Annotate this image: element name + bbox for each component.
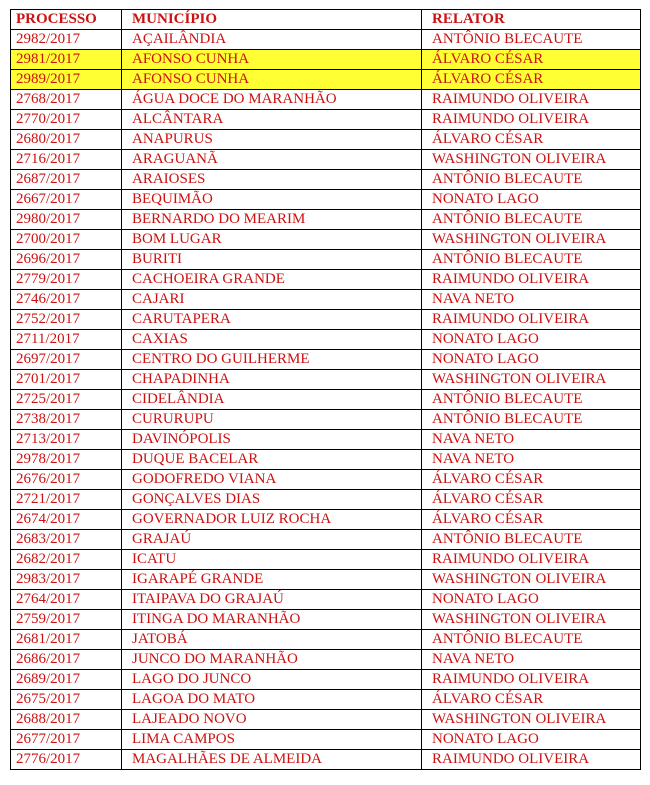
relator-cell: ÁLVARO CÉSAR [422, 130, 641, 150]
processo-cell: 2667/2017 [11, 190, 122, 210]
table-row [11, 630, 641, 650]
municipio-cell: GONÇALVES DIAS [122, 490, 422, 510]
processo-cell: 2770/2017 [11, 110, 122, 130]
table-row [11, 370, 641, 390]
relator-cell: RAIMUNDO OLIVEIRA [422, 550, 641, 570]
processo-cell: 2721/2017 [11, 490, 122, 510]
table-row [11, 550, 641, 570]
processo-cell: 2681/2017 [11, 630, 122, 650]
table-row [11, 50, 641, 70]
processo-cell: 2687/2017 [11, 170, 122, 190]
relator-cell: RAIMUNDO OLIVEIRA [422, 110, 641, 130]
relator-cell: RAIMUNDO OLIVEIRA [422, 750, 641, 770]
processo-cell: 2711/2017 [11, 330, 122, 350]
processo-cell: 2686/2017 [11, 650, 122, 670]
table-row [11, 710, 641, 730]
municipio-cell: AFONSO CUNHA [122, 70, 422, 90]
table-row [11, 130, 641, 150]
municipio-cell: GOVERNADOR LUIZ ROCHA [122, 510, 422, 530]
table-row [11, 570, 641, 590]
processo-cell: 2688/2017 [11, 710, 122, 730]
processo-cell: 2676/2017 [11, 470, 122, 490]
relator-cell: NONATO LAGO [422, 730, 641, 750]
relator-cell: WASHINGTON OLIVEIRA [422, 570, 641, 590]
processo-cell: 2768/2017 [11, 90, 122, 110]
table-row [11, 30, 641, 50]
processo-cell: 2764/2017 [11, 590, 122, 610]
municipio-cell: ITAIPAVA DO GRAJAÚ [122, 590, 422, 610]
processo-cell: 2980/2017 [11, 210, 122, 230]
relator-cell: WASHINGTON OLIVEIRA [422, 610, 641, 630]
relator-cell: NONATO LAGO [422, 330, 641, 350]
table-row [11, 690, 641, 710]
municipio-cell: LAGOA DO MATO [122, 690, 422, 710]
relator-cell: NONATO LAGO [422, 350, 641, 370]
municipio-cell: CAXIAS [122, 330, 422, 350]
table-row [11, 450, 641, 470]
processo-cell: 2746/2017 [11, 290, 122, 310]
table-row [11, 310, 641, 330]
processo-cell: 2738/2017 [11, 410, 122, 430]
header-municipio: MUNICÍPIO [122, 10, 422, 30]
processo-cell: 2752/2017 [11, 310, 122, 330]
table-row [11, 230, 641, 250]
municipio-cell: LAJEADO NOVO [122, 710, 422, 730]
municipio-cell: BEQUIMÃO [122, 190, 422, 210]
relator-cell: ANTÔNIO BLECAUTE [422, 250, 641, 270]
processo-cell: 2680/2017 [11, 130, 122, 150]
relator-cell: ÁLVARO CÉSAR [422, 50, 641, 70]
relator-cell: ANTÔNIO BLECAUTE [422, 630, 641, 650]
table-row [11, 170, 641, 190]
relator-cell: ÁLVARO CÉSAR [422, 70, 641, 90]
municipio-cell: ALCÂNTARA [122, 110, 422, 130]
processo-cell: 2682/2017 [11, 550, 122, 570]
processo-cell: 2982/2017 [11, 30, 122, 50]
processo-cell: 2675/2017 [11, 690, 122, 710]
municipio-cell: AFONSO CUNHA [122, 50, 422, 70]
municipio-cell: LIMA CAMPOS [122, 730, 422, 750]
table-row [11, 290, 641, 310]
processo-cell: 2700/2017 [11, 230, 122, 250]
processo-cell: 2776/2017 [11, 750, 122, 770]
table-row [11, 70, 641, 90]
table-row [11, 90, 641, 110]
table-row [11, 470, 641, 490]
relator-cell: RAIMUNDO OLIVEIRA [422, 270, 641, 290]
relator-cell: ANTÔNIO BLECAUTE [422, 390, 641, 410]
municipio-cell: ARAIOSES [122, 170, 422, 190]
municipio-cell: DUQUE BACELAR [122, 450, 422, 470]
municipio-cell: CIDELÂNDIA [122, 390, 422, 410]
municipio-cell: JATOBÁ [122, 630, 422, 650]
table-body [11, 30, 641, 770]
municipio-cell: DAVINÓPOLIS [122, 430, 422, 450]
relator-cell: ÁLVARO CÉSAR [422, 690, 641, 710]
processo-cell: 2683/2017 [11, 530, 122, 550]
header-processo: PROCESSO [11, 10, 122, 30]
table-row [11, 350, 641, 370]
processo-cell: 2725/2017 [11, 390, 122, 410]
municipio-cell: CAJARI [122, 290, 422, 310]
processo-cell: 2713/2017 [11, 430, 122, 450]
relator-cell: WASHINGTON OLIVEIRA [422, 230, 641, 250]
relator-cell: RAIMUNDO OLIVEIRA [422, 90, 641, 110]
table-row [11, 510, 641, 530]
municipio-cell: MAGALHÃES DE ALMEIDA [122, 750, 422, 770]
processo-cell: 2701/2017 [11, 370, 122, 390]
processo-cell: 2697/2017 [11, 350, 122, 370]
process-table [10, 9, 641, 770]
relator-cell: NAVA NETO [422, 650, 641, 670]
table-row [11, 110, 641, 130]
municipio-cell: ICATU [122, 550, 422, 570]
municipio-cell: ÁGUA DOCE DO MARANHÃO [122, 90, 422, 110]
municipio-cell: IGARAPÉ GRANDE [122, 570, 422, 590]
table-row [11, 390, 641, 410]
table-row [11, 210, 641, 230]
relator-cell: NAVA NETO [422, 430, 641, 450]
relator-cell: WASHINGTON OLIVEIRA [422, 150, 641, 170]
relator-cell: NAVA NETO [422, 290, 641, 310]
relator-cell: ANTÔNIO BLECAUTE [422, 210, 641, 230]
municipio-cell: CACHOEIRA GRANDE [122, 270, 422, 290]
relator-cell: WASHINGTON OLIVEIRA [422, 370, 641, 390]
relator-cell: NONATO LAGO [422, 590, 641, 610]
processo-cell: 2716/2017 [11, 150, 122, 170]
municipio-cell: CHAPADINHA [122, 370, 422, 390]
table-row [11, 330, 641, 350]
municipio-cell: AÇAILÂNDIA [122, 30, 422, 50]
municipio-cell: CENTRO DO GUILHERME [122, 350, 422, 370]
table-row [11, 530, 641, 550]
relator-cell: NONATO LAGO [422, 190, 641, 210]
table-row [11, 270, 641, 290]
relator-cell: RAIMUNDO OLIVEIRA [422, 310, 641, 330]
municipio-cell: ITINGA DO MARANHÃO [122, 610, 422, 630]
municipio-cell: CURURUPU [122, 410, 422, 430]
relator-cell: NAVA NETO [422, 450, 641, 470]
processo-cell: 2779/2017 [11, 270, 122, 290]
table-row [11, 250, 641, 270]
table-row [11, 410, 641, 430]
relator-cell: ÁLVARO CÉSAR [422, 470, 641, 490]
municipio-cell: GRAJAÚ [122, 530, 422, 550]
municipio-cell: LAGO DO JUNCO [122, 670, 422, 690]
relator-cell: RAIMUNDO OLIVEIRA [422, 670, 641, 690]
municipio-cell: JUNCO DO MARANHÃO [122, 650, 422, 670]
municipio-cell: ARAGUANÃ [122, 150, 422, 170]
table-row [11, 490, 641, 510]
processo-cell: 2759/2017 [11, 610, 122, 630]
relator-cell: ÁLVARO CÉSAR [422, 510, 641, 530]
municipio-cell: CARUTAPERA [122, 310, 422, 330]
table-row [11, 430, 641, 450]
processo-cell: 2696/2017 [11, 250, 122, 270]
table-row [11, 730, 641, 750]
relator-cell: ANTÔNIO BLECAUTE [422, 410, 641, 430]
relator-cell: ÁLVARO CÉSAR [422, 490, 641, 510]
municipio-cell: BERNARDO DO MEARIM [122, 210, 422, 230]
processo-cell: 2983/2017 [11, 570, 122, 590]
table-row [11, 670, 641, 690]
relator-cell: ANTÔNIO BLECAUTE [422, 530, 641, 550]
processo-cell: 2989/2017 [11, 70, 122, 90]
municipio-cell: ANAPURUS [122, 130, 422, 150]
processo-cell: 2978/2017 [11, 450, 122, 470]
municipio-cell: BOM LUGAR [122, 230, 422, 250]
table-row [11, 190, 641, 210]
table-row [11, 590, 641, 610]
header-relator: RELATOR [422, 10, 641, 30]
processo-cell: 2689/2017 [11, 670, 122, 690]
table-header-row [11, 10, 641, 30]
municipio-cell: BURITI [122, 250, 422, 270]
table-row [11, 610, 641, 630]
relator-cell: ANTÔNIO BLECAUTE [422, 170, 641, 190]
relator-cell: ANTÔNIO BLECAUTE [422, 30, 641, 50]
table-row [11, 650, 641, 670]
relator-cell: WASHINGTON OLIVEIRA [422, 710, 641, 730]
table-row [11, 150, 641, 170]
processo-cell: 2674/2017 [11, 510, 122, 530]
processo-cell: 2677/2017 [11, 730, 122, 750]
municipio-cell: GODOFREDO VIANA [122, 470, 422, 490]
table-row [11, 750, 641, 770]
processo-cell: 2981/2017 [11, 50, 122, 70]
